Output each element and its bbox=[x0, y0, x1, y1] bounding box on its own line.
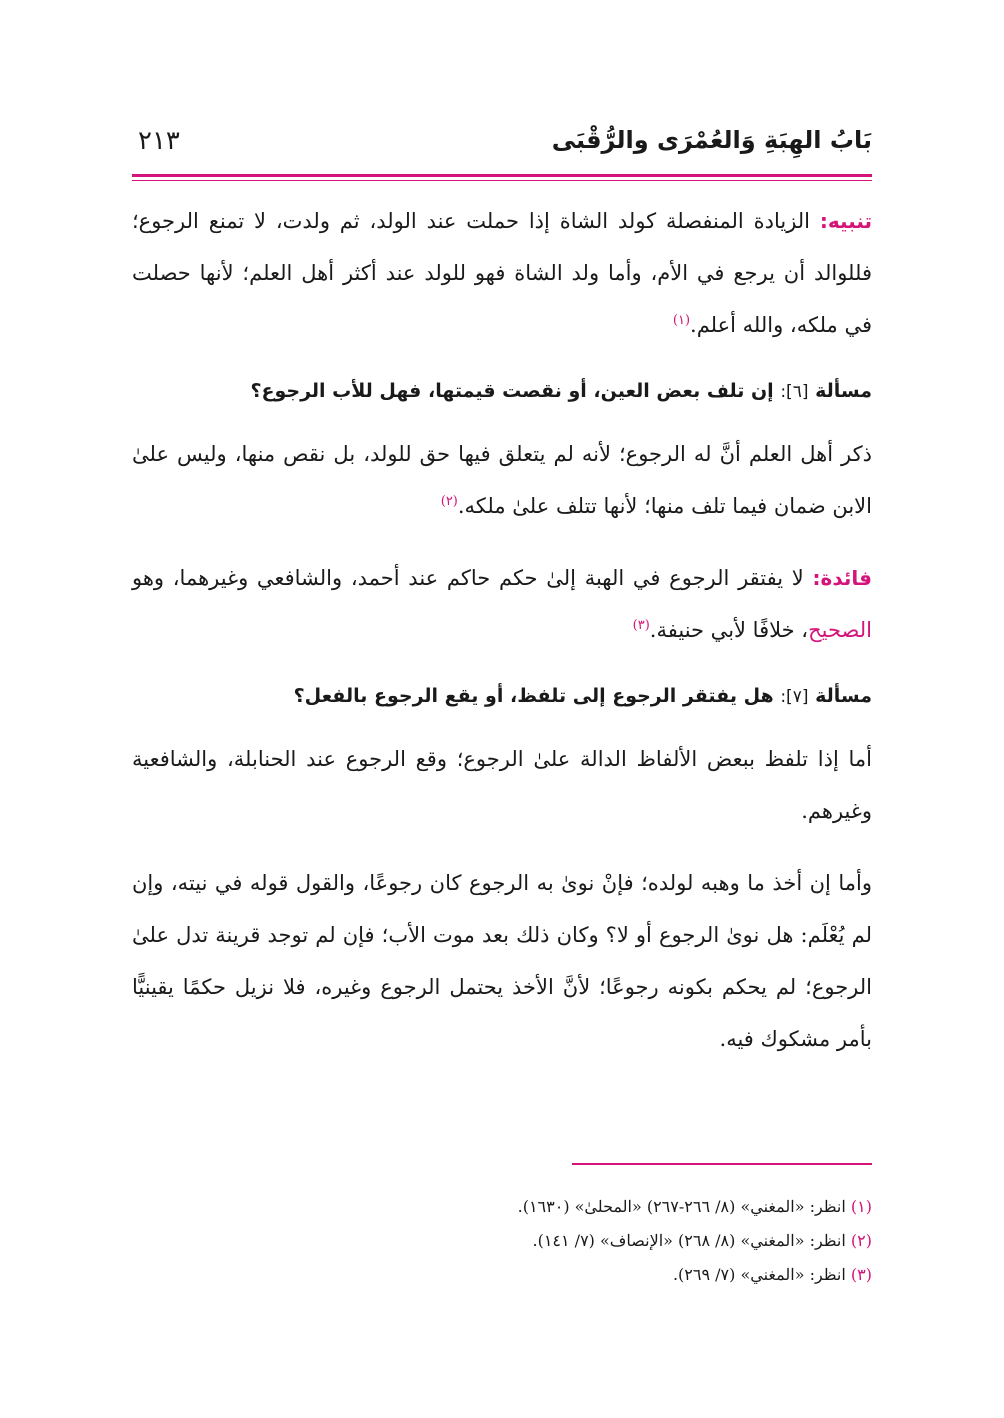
issue-heading-7 bbox=[132, 676, 872, 717]
benefit-label: فائدة: bbox=[812, 566, 872, 590]
main-text bbox=[132, 195, 872, 1085]
note-text: الزيادة المنفصلة كولد الشاة إذا حملت عند الولد، ثم ولدت، لا تمنع الرجوع؛ فللوالد أن يرجع في الأم، وأما ولد الشاة فهو للولد عند أكثر أهل العلم؛ لأنها حصلت في ملكه، والله أعلم. bbox=[132, 209, 872, 337]
footnote-separator bbox=[572, 1163, 872, 1165]
footnote-ref-2[interactable]: (٢) bbox=[440, 494, 458, 509]
footnote-number: (٣) bbox=[850, 1265, 872, 1284]
chapter-title: بَابُ الهِبَةِ وَالعُمْرَى والرُّقْبَى bbox=[551, 126, 872, 154]
footnote-2 bbox=[132, 1224, 872, 1258]
footnote-text: انظر: «المغني» (٧/ ٢٦٩). bbox=[672, 1265, 851, 1284]
benefit-paragraph bbox=[132, 552, 872, 656]
answer-paragraph-7b bbox=[132, 857, 872, 1065]
footnote-1 bbox=[132, 1190, 872, 1224]
issue-prefix: مسألة bbox=[815, 380, 872, 402]
footnote-number: (٢) bbox=[850, 1231, 872, 1250]
benefit-text-b: ، خلافًا لأبي حنيفة. bbox=[649, 618, 809, 642]
note-paragraph bbox=[132, 195, 872, 351]
footnote-number: (١) bbox=[850, 1197, 872, 1216]
answer-paragraph-6 bbox=[132, 428, 872, 532]
answer-text: أما إذا تلفظ ببعض الألفاظ الدالة علىٰ الرجوع؛ وقع الرجوع عند الحنابلة، والشافعية وغيرهم. bbox=[132, 747, 872, 823]
highlight-word: الصحيح bbox=[808, 618, 872, 642]
issue-heading-6 bbox=[132, 371, 872, 412]
footnote-text: انظر: «المغني» (٨/ ٢٦٦-٢٦٧) «المحلىٰ» (١٦٣٠). bbox=[517, 1197, 851, 1216]
issue-prefix: مسألة bbox=[815, 685, 872, 707]
issue-title: هل يفتقر الرجوع إلى تلفظ، أو يقع الرجوع بالفعل؟ bbox=[293, 685, 774, 707]
footnote-3 bbox=[132, 1258, 872, 1292]
footnote-ref-1[interactable]: (١) bbox=[672, 313, 691, 328]
issue-number: [٧]: bbox=[780, 687, 809, 707]
page-number: ٢١٣ bbox=[138, 126, 180, 156]
answer-paragraph-7a bbox=[132, 733, 872, 837]
issue-number: [٦]: bbox=[780, 382, 809, 402]
note-label: تنبيه: bbox=[819, 209, 872, 233]
page-header bbox=[132, 118, 872, 168]
header-rule-thin bbox=[132, 180, 872, 181]
benefit-text-a: لا يفتقر الرجوع في الهبة إلىٰ حكم حاكم عند أحمد، والشافعي وغيرهما، وهو bbox=[132, 566, 813, 590]
footnotes bbox=[132, 1190, 872, 1292]
header-rule-thick bbox=[132, 174, 872, 177]
footnote-text: انظر: «المغني» (٨/ ٢٦٨) «الإنصاف» (٧/ ١٤١). bbox=[532, 1231, 851, 1250]
footnote-ref-3[interactable]: (٣) bbox=[632, 618, 650, 633]
issue-title: إن تلف بعض العين، أو نقصت قيمتها، فهل للأب الرجوع؟ bbox=[250, 380, 774, 402]
answer-text: وأما إن أخذ ما وهبه لولده؛ فإنْ نوىٰ به الرجوع كان رجوعًا، والقول قوله في نيته، وإن لم يُعْلَم: هل نوىٰ الرجوع أو لا؟ وكان ذلك بعد موت الأب؛ فإن لم توجد قرينة تدل علىٰ الرجوع؛ لم يحكم بكونه رجوعًا؛ لأنَّ الأخذ يحتمل الرجوع وغيره، فلا نزيل حكمًا يقينيًّا بأمر مشكوك فيه. bbox=[132, 871, 872, 1051]
answer-text: ذكر أهل العلم أنَّ له الرجوع؛ لأنه لم يتعلق فيها حق للولد، بل نقص منها، وليس علىٰ الابن ضمان فيما تلف منها؛ لأنها تتلف علىٰ ملكه. bbox=[132, 442, 872, 518]
